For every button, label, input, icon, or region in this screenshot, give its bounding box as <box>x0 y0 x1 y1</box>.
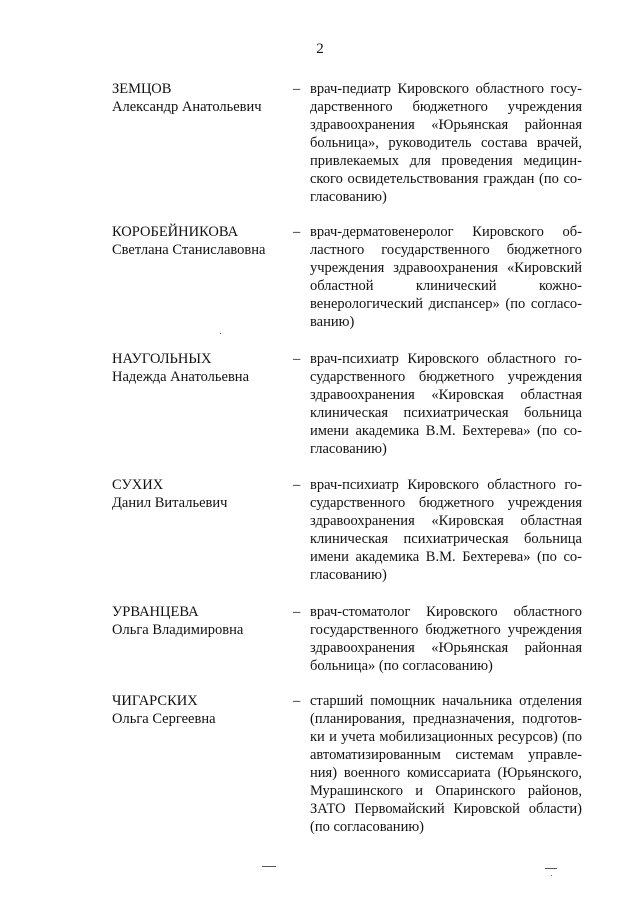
description-line: ЗАТО Первомайский Кировской области) <box>310 801 582 817</box>
dash-separator: – <box>293 693 301 709</box>
description-line: здравоохранения «Кировская областная <box>310 387 582 403</box>
member-surname: НАУГОЛЬНЫХ <box>112 351 212 367</box>
description-line: сударственного бюджетного учреждения <box>310 495 582 511</box>
member-description <box>310 692 582 836</box>
description-line: (по согласованию) <box>310 819 424 835</box>
description-line: дарственного бюджетного учреждения <box>310 99 582 115</box>
member-description <box>310 80 582 206</box>
description-line: врач-психиатр Кировского областного го- <box>310 351 582 367</box>
page-number: 2 <box>316 41 324 57</box>
description-line: автоматизированным системам управле- <box>310 747 582 763</box>
member-description <box>310 223 582 331</box>
description-line: врач-педиатр Кировского областного госу- <box>310 81 582 97</box>
member-given-names: Данил Витальевич <box>112 495 228 511</box>
description-line: здравоохранения «Юрьянская районная <box>310 640 582 656</box>
description-line: клиническая психиатрическая больница <box>310 405 582 421</box>
member-name <box>112 223 290 259</box>
description-line: врач-стоматолог Кировского областного <box>310 604 582 620</box>
member-name <box>112 350 290 386</box>
description-line: учреждения здравоохранения «Кировский <box>310 260 582 276</box>
scan-mark <box>545 868 557 869</box>
description-line: клиническая психиатрическая больница <box>310 531 582 547</box>
member-surname: КОРОБЕЙНИКОВА <box>112 224 239 240</box>
description-line: больница» (по согласованию) <box>310 658 493 674</box>
description-line: (планирования, предназначения, подготов- <box>310 711 582 727</box>
dash-separator: – <box>293 477 301 493</box>
member-surname: ЧИГАРСКИХ <box>112 693 198 709</box>
member-surname: СУХИХ <box>112 477 164 493</box>
scan-speck <box>551 875 552 876</box>
member-given-names: Надежда Анатольевна <box>112 369 249 385</box>
member-given-names: Светлана Станиславовна <box>112 242 266 258</box>
scan-speck <box>220 333 221 334</box>
member-name <box>112 80 290 116</box>
description-line: сударственного бюджетного учреждения <box>310 369 582 385</box>
dash-separator: – <box>293 351 301 367</box>
member-given-names: Александр Анатольевич <box>112 99 262 115</box>
description-line: ванию) <box>310 314 355 330</box>
description-line: Мурашинского и Опаринского районов, <box>310 783 582 799</box>
description-line: старший помощник начальника отделения <box>310 693 582 709</box>
description-line: венерологический диспансер» (по согласо- <box>310 296 582 312</box>
member-surname: ЗЕМЦОВ <box>112 81 172 97</box>
description-line: больница», руководитель состава врачей, <box>310 135 582 151</box>
scan-mark <box>262 866 276 867</box>
member-description <box>310 603 582 675</box>
dash-separator: – <box>293 604 301 620</box>
description-line: ния) военного комиссариата (Юрьянского, <box>310 765 582 781</box>
description-line: имени академика В.М. Бехтерева» (по со- <box>310 549 582 565</box>
description-line: здравоохранения «Кировская областная <box>310 513 582 529</box>
member-surname: УРВАНЦЕВА <box>112 604 199 620</box>
member-given-names: Ольга Сергеевна <box>112 711 216 727</box>
member-name <box>112 692 290 728</box>
description-line: гласованию) <box>310 567 387 583</box>
description-line: врач-психиатр Кировского областного го- <box>310 477 582 493</box>
description-line: гласованию) <box>310 441 387 457</box>
dash-separator: – <box>293 224 301 240</box>
dash-separator: – <box>293 81 301 97</box>
description-line: имени академика В.М. Бехтерева» (по со- <box>310 423 582 439</box>
description-line: ки и учета мобилизационных ресурсов) (по <box>310 729 582 745</box>
description-line: областной клинический кожно- <box>310 278 582 294</box>
member-given-names: Ольга Владимировна <box>112 622 244 638</box>
member-name <box>112 476 290 512</box>
description-line: врач-дерматовенеролог Кировского об- <box>310 224 582 240</box>
member-description <box>310 350 582 458</box>
description-line: ластного государственного бюджетного <box>310 242 582 258</box>
member-description <box>310 476 582 584</box>
description-line: государственного бюджетного учреждения <box>310 622 582 638</box>
description-line: привлекаемых для проведения медицин- <box>310 153 582 169</box>
description-line: ского освидетельствования граждан (по со- <box>310 171 582 187</box>
description-line: гласованию) <box>310 189 387 205</box>
description-line: здравоохранения «Юрьянская районная <box>310 117 582 133</box>
member-name <box>112 603 290 639</box>
